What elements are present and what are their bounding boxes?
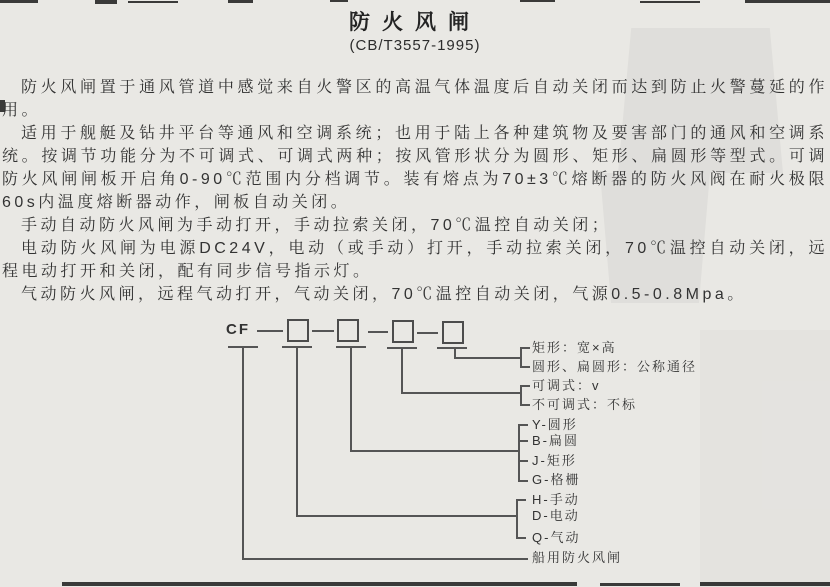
model-prefix: CF [226, 321, 250, 338]
diagram-label-drive-q: Q-气动 [532, 530, 581, 545]
code-dash [257, 330, 283, 332]
bracket-line [518, 424, 520, 482]
bracket-tick [518, 460, 528, 462]
diagram-label-drive-h: H-手动 [532, 492, 580, 507]
bracket-tick [516, 499, 526, 501]
page-title: 防火风闸 [349, 11, 481, 34]
bracket-tick [520, 366, 530, 368]
connector-line [296, 515, 518, 517]
model-code-box-3 [392, 320, 414, 343]
paragraph-manual: 手动自动防火风闸为手动打开，手动拉索关闭，70℃温控自动关闭； [21, 217, 612, 234]
paragraph-electric: 电动防火风闸为电源DC24V，电动（或手动）打开，手动拉索关闭，70℃温控自动关闭，远程电动打开和关闭，配有同步信号指示灯。 [2, 240, 828, 280]
bracket-tick [520, 404, 530, 406]
code-dash [368, 331, 388, 333]
connector-line [296, 346, 298, 517]
bracket-tick [516, 537, 526, 539]
paragraph-pneumatic: 气动防火风闸，远程气动打开，气动关闭，70℃温控自动关闭，气源0.5-0.8Mpa。 [21, 286, 747, 303]
diagram-label-shape-j: J-矩形 [532, 453, 577, 468]
model-code-box-2 [337, 319, 359, 342]
diagram-label-marine-fire-damper: 船用防火风闸 [532, 550, 623, 565]
connector-line [242, 346, 244, 560]
code-dash [312, 330, 334, 332]
bracket-tick [518, 440, 528, 442]
bracket-tick [518, 480, 528, 482]
diagram-label-round-size: 圆形、扁圆形：公称通径 [532, 359, 698, 374]
standard-number: (CB/T3557-1995) [349, 37, 481, 54]
diagram-label-rect-size: 矩形：宽×高 [532, 340, 617, 355]
bracket-line [516, 499, 518, 539]
diagram-label-shape-b: B-扁圆 [532, 433, 580, 448]
diagram-label-drive-d: D-电动 [532, 508, 580, 523]
diagram-label-shape-g: G-格栅 [532, 472, 581, 487]
model-code-box-4 [442, 321, 464, 344]
paragraph-application: 适用于舰艇及钻井平台等通风和空调系统；也用于陆上各种建筑物及要害部门的通风和空调系统。按调节功能分为不可调式、可调式两种；按风管形状分为圆形、矩形、扁圆形等型式。可调防火风闸闸板开启角0-90℃范围内分档调节。装有熔点为70±3℃熔断器的防火风阀在耐火极限60s内温度熔断器动作，闸板自动关闭。 [2, 125, 828, 211]
bracket-line [520, 385, 522, 406]
model-code-box-1 [287, 319, 309, 342]
connector-line [350, 450, 520, 452]
connector-line [401, 347, 403, 394]
connector-line [454, 357, 522, 359]
bracket-line [520, 347, 522, 368]
code-dash [417, 332, 438, 334]
paragraph-intro: 防火风闸置于通风管道中感觉来自火警区的高温气体温度后自动关闭而达到防止火警蔓延的作用。 [2, 79, 828, 119]
diagram-label-shape-y: Y-圆形 [532, 417, 578, 432]
diagram-label-non-adjustable: 不可调式：不标 [532, 397, 638, 412]
bracket-tick [520, 385, 530, 387]
bracket-tick [518, 424, 528, 426]
diagram-label-adjustable: 可调式：v [532, 378, 601, 393]
connector-line [437, 347, 467, 349]
connector-line [401, 392, 522, 394]
connector-line [350, 346, 352, 452]
connector-line [242, 558, 528, 560]
bracket-tick [520, 347, 530, 349]
